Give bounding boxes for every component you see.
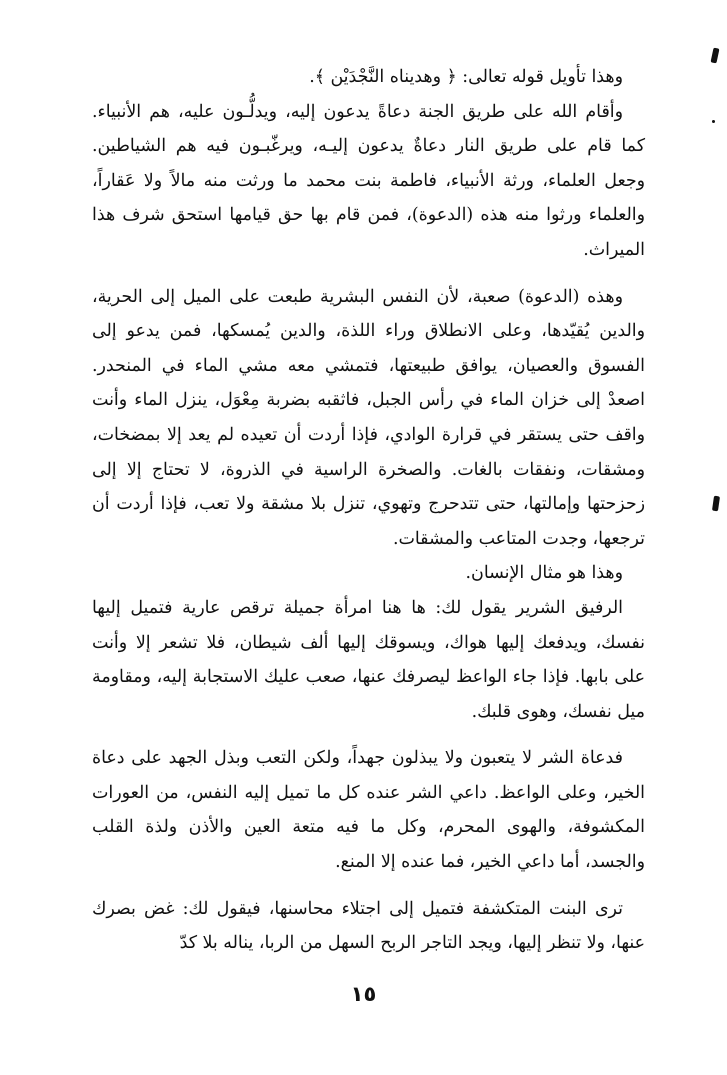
paragraph: وهذا تأويل قوله تعالى: ﴿ وهديناه النَّجْدَيْن ﴾. bbox=[309, 67, 623, 87]
paragraph: الرفيق الشرير يقول لك: ها هنا امرأة جميلة ترقص عارية فتميل إليها نفسك، ويدفعك إليها هواك، ويسوقك إليها ألف شيطان، فلا تشعر إلا وأنت على بابها. فإذا جاء الواعظ ليصرفك عنها، صعب عليك الاستجابة إليه، ومقاومة ميل نفسك، وهوى قلبك. bbox=[92, 597, 645, 722]
page-number: ١٥ bbox=[350, 982, 377, 1006]
paragraph: وأقام الله على طريق الجنة دعاةً يدعون إليه، ويدلُّـون عليه، هم الأنبياء. كما قام على طريق النار دعاةٌ يدعون إليـه، ويرغّبـون فيه هم الشياطين. وجعل العلماء، ورثة الأنبياء، فاطمة بنت محمد ما ورثت منه مالاً ولا عَقاراً، والعلماء ورثوا منه هذه (الدعوة)، فمن قام بها حق قيامها استحق شرف هذا الميراث. bbox=[92, 101, 645, 260]
margin-dot bbox=[712, 120, 715, 123]
paragraph: فدعاة الشر لا يتعبون ولا يبذلون جهداً، ولكن التعب وبذل الجهد على دعاة الخير، وعلى الواعظ. داعي الشر عنده كل ما تميل إليه النفس، من العورات المكشوفة، والهوى المحرم، وكل ما فيه متعة العين والأذن ولذة القلب والجسد، أما داعي الخير، فما عنده إلا المنع. bbox=[92, 748, 645, 873]
margin-mark bbox=[712, 496, 720, 512]
paragraph: وهذه (الدعوة) صعبة، لأن النفس البشرية طبعت على الميل إلى الحرية، والدين يُقيّدها، وعلى الانطلاق وراء اللذة، والدين يُمسكها، فمن يدعو إلى الفسوق والعصيان، يوافق طبيعتها، فتمشي معه مشي الماء في المنحدر. اصعدْ إلى خزان الماء في رأس الجبل، فاثقبه بضربة مِعْوَل، ينزل الماء وأنت واقف حتى يستقر في قرارة الوادي، فإذا أردت أن تعيده لم يعد إلا بمضخات، ومشقات، ونفقات بالغات. والصخرة الراسية في الذروة، لا تحتاج إلا إلى زحزحتها وإمالتها، حتى تتدحرج وتهوي، تنزل بلا مشقة ولا تعب، فإذا أردت أن ترجعها، وجدت المتاعب والمشقات. bbox=[92, 286, 645, 549]
paragraph: وهذا هو مثال الإنسان. bbox=[465, 563, 623, 584]
body-text bbox=[92, 60, 645, 961]
margin-mark bbox=[711, 48, 720, 64]
paragraph: ترى البنت المتكشفة فتميل إلى اجتلاء محاسنها، فيقول لك: غض بصرك عنها، ولا تنظر إليها، ويجد التاجر الربح السهل من الربا، يناله بلا كدّ bbox=[92, 898, 645, 954]
